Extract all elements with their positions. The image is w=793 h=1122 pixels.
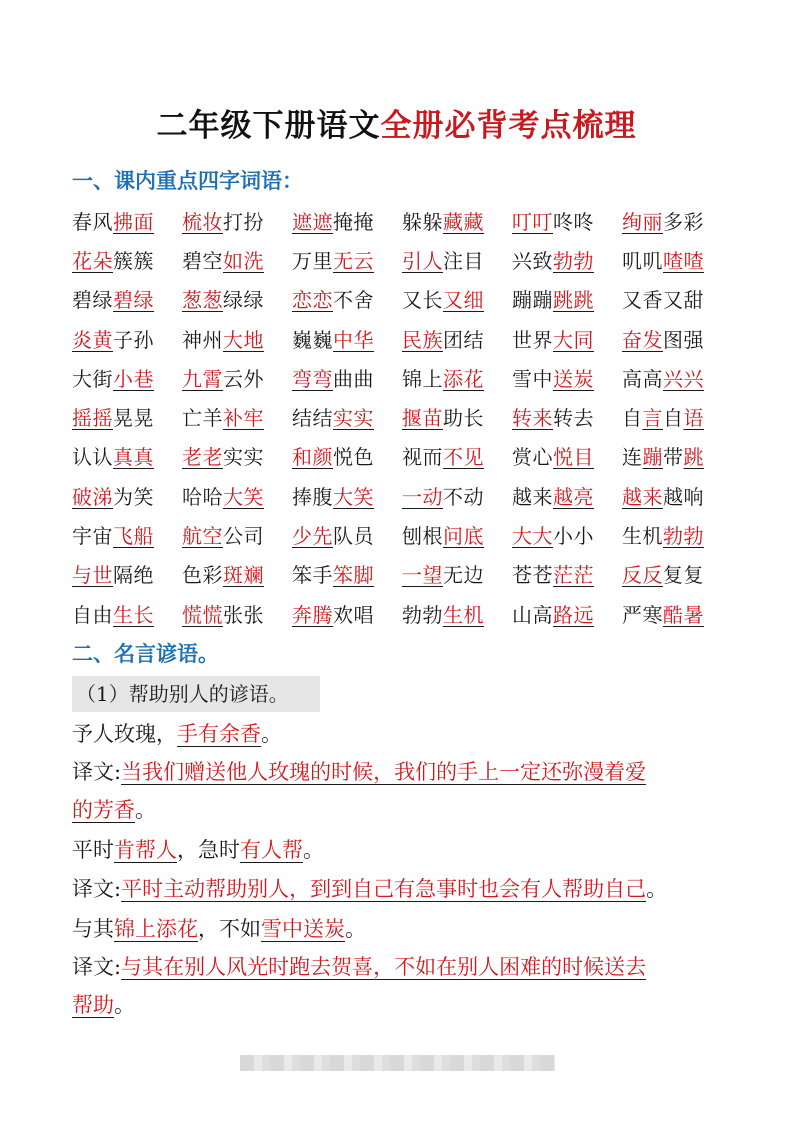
proverb-1-end: 。	[261, 722, 282, 746]
vocab-word	[72, 405, 182, 431]
vocab-word	[402, 366, 512, 392]
highlighted-segment: 送炭	[553, 366, 594, 391]
vocab-word	[402, 602, 512, 628]
vocab-word	[182, 248, 292, 274]
proverb-line-3	[72, 910, 744, 948]
vocab-word	[512, 523, 622, 549]
vocab-word	[182, 562, 292, 588]
plain-segment: 宇宙	[72, 524, 113, 549]
plain-segment: 悦色	[333, 445, 374, 470]
vocab-word	[72, 602, 182, 628]
highlighted-segment: 叮叮	[512, 209, 553, 234]
vocab-word	[402, 484, 512, 510]
plain-segment: 生机	[622, 524, 663, 549]
highlighted-segment: 航空	[182, 524, 223, 549]
plain-segment: 山高	[512, 602, 553, 627]
plain-segment: 严寒	[622, 602, 663, 627]
highlighted-segment: 转来	[512, 406, 553, 431]
vocab-word	[292, 287, 402, 313]
vocab-word	[182, 209, 292, 235]
plain-segment: 自	[622, 406, 643, 431]
plain-segment: 队员	[333, 524, 374, 549]
highlighted-segment: 大同	[553, 327, 594, 352]
highlighted-segment: 遮遮	[292, 209, 333, 234]
plain-segment: 团结	[443, 327, 484, 352]
plain-segment: 晃晃	[113, 406, 154, 431]
vocab-word	[512, 484, 622, 510]
highlighted-segment: 梳妆	[182, 209, 223, 234]
translation-3-end: 。	[114, 993, 135, 1017]
highlighted-segment: 勃勃	[663, 524, 704, 549]
plain-segment: 刨根	[402, 524, 443, 549]
vocab-word	[182, 602, 292, 628]
highlighted-segment: 大大	[512, 524, 553, 549]
highlighted-segment: 生长	[113, 602, 154, 627]
highlighted-segment: 炎黄	[72, 327, 113, 352]
highlighted-segment: 碧绿	[113, 288, 154, 313]
translation-2-text: 平时主动帮助别人，到到自己有急事时也会有人帮助自己	[121, 877, 647, 901]
plain-segment: 不舍	[333, 288, 374, 313]
vocab-word	[292, 602, 402, 628]
translation-3	[72, 948, 744, 1024]
highlighted-segment: 大地	[223, 327, 264, 352]
vocab-word	[512, 287, 622, 313]
proverb-2-a: 平时	[72, 838, 114, 862]
vocab-word	[622, 209, 732, 235]
translation-label: 译文:	[72, 955, 122, 979]
vocab-word	[72, 444, 182, 470]
highlighted-segment: 悦目	[553, 445, 594, 470]
plain-segment: 亡羊	[182, 406, 223, 431]
highlighted-segment: 问底	[443, 524, 484, 549]
plain-segment: 蹦蹦	[512, 288, 553, 313]
plain-segment: 神州	[182, 327, 223, 352]
vocab-word	[292, 523, 402, 549]
vocab-word	[182, 484, 292, 510]
highlighted-segment: 大笑	[333, 484, 374, 509]
vocab-word	[402, 248, 512, 274]
translation-2	[72, 870, 762, 908]
plain-segment: 碧绿	[72, 288, 113, 313]
section-heading-words: 一、课内重点四字词语：	[72, 169, 303, 193]
vocab-word	[512, 562, 622, 588]
vocab-word	[622, 405, 732, 431]
plain-segment: 掩掩	[333, 209, 374, 234]
highlighted-segment: 喳喳	[663, 248, 704, 273]
plain-segment: 多彩	[663, 209, 704, 234]
vocab-word	[72, 366, 182, 392]
highlighted-segment: 绚丽	[622, 209, 663, 234]
vocab-word	[512, 209, 622, 235]
highlighted-segment: 跳	[683, 445, 704, 470]
highlighted-segment: 补牢	[223, 406, 264, 431]
vocab-word	[292, 484, 402, 510]
vocab-word	[622, 444, 732, 470]
plain-segment: 苍苍	[512, 563, 553, 588]
plain-segment: 为笑	[113, 484, 154, 509]
plain-segment: 助长	[443, 406, 484, 431]
plain-segment: 自	[663, 406, 684, 431]
plain-segment: 转去	[553, 406, 594, 431]
vocab-word	[512, 366, 622, 392]
title-red-part: 全册必背考点梳理	[380, 108, 637, 144]
translation-3-line1: 与其在别人风光时跑去贺喜，不如在别人困难的时候送去	[121, 955, 647, 979]
vocab-word	[182, 405, 292, 431]
highlighted-segment: 破涕	[72, 484, 113, 509]
highlighted-segment: 大笑	[223, 484, 264, 509]
vocab-word	[72, 287, 182, 313]
proverb-1-key: 手有余香	[177, 722, 261, 746]
plain-segment: 小小	[553, 524, 594, 549]
highlighted-segment: 越亮	[553, 484, 594, 509]
proverb-3-a: 与其	[72, 917, 114, 941]
plain-segment: 世界	[512, 327, 553, 352]
plain-segment: 大街	[72, 366, 113, 391]
plain-segment: 无边	[443, 563, 484, 588]
vocab-word	[622, 287, 732, 313]
plain-segment: 连	[622, 445, 643, 470]
plain-segment: 不动	[443, 484, 484, 509]
highlighted-segment: 拂面	[113, 209, 154, 234]
highlighted-segment: 慌慌	[182, 602, 223, 627]
vocab-word	[402, 209, 512, 235]
highlighted-segment: 酷暑	[663, 602, 704, 627]
highlighted-segment: 引人	[402, 248, 443, 273]
plain-segment: 万里	[292, 248, 333, 273]
plain-segment: 捧腹	[292, 484, 333, 509]
highlighted-segment: 反反	[622, 563, 663, 588]
highlighted-segment: 民族	[402, 327, 443, 352]
vocab-word	[292, 562, 402, 588]
highlighted-segment: 路远	[553, 602, 594, 627]
translation-label: 译文:	[72, 760, 122, 784]
proverb-3-c: ，不如	[198, 917, 261, 941]
vocab-word	[622, 523, 732, 549]
highlighted-segment: 少先	[292, 524, 333, 549]
vocab-word	[292, 209, 402, 235]
highlighted-segment: 奔腾	[292, 602, 333, 627]
word-grid	[72, 202, 732, 634]
vocab-word	[622, 602, 732, 628]
highlighted-segment: 勃勃	[553, 248, 594, 273]
highlighted-segment: 茫茫	[553, 563, 594, 588]
plain-segment: 碧空	[182, 248, 223, 273]
vocab-word	[182, 523, 292, 549]
highlighted-segment: 真真	[113, 445, 154, 470]
vocab-word	[72, 562, 182, 588]
vocab-word	[292, 327, 402, 353]
vocab-word	[402, 523, 512, 549]
word-row	[72, 398, 732, 437]
vocab-word	[292, 444, 402, 470]
proverb-line-1	[72, 715, 744, 753]
vocab-word	[512, 602, 622, 628]
proverb-3-key1: 锦上添花	[114, 917, 198, 941]
vocab-word	[72, 248, 182, 274]
vocab-word	[182, 287, 292, 313]
plain-segment: 实实	[223, 445, 264, 470]
highlighted-segment: 中华	[333, 327, 374, 352]
translation-1-line2: 的芳香	[72, 798, 135, 822]
highlighted-segment: 不见	[443, 445, 484, 470]
plain-segment: 曲曲	[333, 366, 374, 391]
proverb-1-text: 予人玫瑰，	[72, 722, 177, 746]
vocab-word	[622, 366, 732, 392]
vocab-word	[512, 248, 622, 274]
highlighted-segment: 笨脚	[333, 563, 374, 588]
vocab-word	[512, 327, 622, 353]
vocab-word	[72, 484, 182, 510]
highlighted-segment: 恋恋	[292, 288, 333, 313]
plain-segment: 兴致	[512, 248, 553, 273]
vocab-word	[292, 248, 402, 274]
vocab-word	[622, 562, 732, 588]
plain-segment: 笨手	[292, 563, 333, 588]
vocab-word	[402, 327, 512, 353]
translation-3-line2: 帮助	[72, 993, 114, 1017]
highlighted-segment: 一望	[402, 563, 443, 588]
plain-segment: 打扮	[223, 209, 264, 234]
plain-segment: 图强	[663, 327, 704, 352]
plain-segment: 自由	[72, 602, 113, 627]
vocab-word	[292, 366, 402, 392]
highlighted-segment: 老老	[182, 445, 223, 470]
highlighted-segment: 藏藏	[443, 209, 484, 234]
plain-segment: 隔绝	[113, 563, 154, 588]
plain-segment: 色彩	[182, 563, 223, 588]
plain-segment: 高高	[622, 366, 663, 391]
translation-1	[72, 753, 744, 829]
word-row	[72, 359, 732, 398]
vocab-word	[72, 523, 182, 549]
plain-segment: 认认	[72, 445, 113, 470]
plain-segment: 又香又甜	[622, 288, 704, 313]
word-row	[72, 556, 732, 595]
proverb-2-key1: 肯帮人	[114, 838, 177, 862]
plain-segment: 云外	[223, 366, 264, 391]
proverb-line-2	[72, 831, 744, 869]
highlighted-segment: 小巷	[113, 366, 154, 391]
vocab-word	[72, 209, 182, 235]
proverb-2-c: ，急时	[177, 838, 240, 862]
plain-segment: 又长	[402, 288, 443, 313]
word-row	[72, 595, 732, 634]
plain-segment: 越来	[512, 484, 553, 509]
subheading-helping-proverbs: （1）帮助别人的谚语。	[72, 676, 320, 712]
word-row	[72, 281, 732, 320]
translation-1-end: 。	[135, 798, 156, 822]
plain-segment: 复复	[663, 563, 704, 588]
proverb-2-key2: 有人帮	[240, 838, 303, 862]
plain-segment: 赏心	[512, 445, 553, 470]
highlighted-segment: 揠苗	[402, 406, 443, 431]
plain-segment: 绿绿	[223, 288, 264, 313]
highlighted-segment: 蹦	[642, 445, 663, 470]
vocab-word	[402, 444, 512, 470]
plain-segment: 张张	[223, 602, 264, 627]
highlighted-segment: 葱葱	[182, 288, 223, 313]
vocab-word	[402, 405, 512, 431]
vocab-word	[182, 444, 292, 470]
translation-label: 译文:	[72, 877, 122, 901]
vocab-word	[622, 484, 732, 510]
highlighted-segment: 斑斓	[223, 563, 264, 588]
word-row	[72, 516, 732, 555]
vocab-word	[622, 248, 732, 274]
highlighted-segment: 无云	[333, 248, 374, 273]
vocab-word	[182, 327, 292, 353]
highlighted-segment: 弯弯	[292, 366, 333, 391]
vocab-word	[402, 287, 512, 313]
plain-segment: 结结	[292, 406, 333, 431]
vocab-word	[622, 327, 732, 353]
highlighted-segment: 跳跳	[553, 288, 594, 313]
plain-segment: 勃勃	[402, 602, 443, 627]
highlighted-segment: 言	[642, 406, 663, 431]
plain-segment: 视而	[402, 445, 443, 470]
vocab-word	[512, 444, 622, 470]
highlighted-segment: 添花	[443, 366, 484, 391]
plain-segment: 巍巍	[292, 327, 333, 352]
plain-segment: 簇簇	[113, 248, 154, 273]
title-black-part: 二年级下册语文	[156, 108, 381, 144]
highlighted-segment: 语	[683, 406, 704, 431]
plain-segment: 越响	[663, 484, 704, 509]
highlighted-segment: 越来	[622, 484, 663, 509]
proverb-3-key2: 雪中送炭	[261, 917, 345, 941]
word-row	[72, 241, 732, 280]
plain-segment: 春风	[72, 209, 113, 234]
word-row	[72, 320, 732, 359]
plain-segment: 叽叽	[622, 248, 663, 273]
plain-segment: 注目	[443, 248, 484, 273]
word-row	[72, 202, 732, 241]
plain-segment: 锦上	[402, 366, 443, 391]
plain-segment: 欢唱	[333, 602, 374, 627]
vocab-word	[72, 327, 182, 353]
highlighted-segment: 奋发	[622, 327, 663, 352]
word-row	[72, 477, 732, 516]
vocab-word	[402, 562, 512, 588]
proverb-2-end: 。	[303, 838, 324, 862]
highlighted-segment: 飞船	[113, 524, 154, 549]
page-title	[0, 104, 793, 148]
vocab-word	[182, 366, 292, 392]
word-row	[72, 438, 732, 477]
highlighted-segment: 与世	[72, 563, 113, 588]
highlighted-segment: 花朵	[72, 248, 113, 273]
proverb-3-end: 。	[345, 917, 366, 941]
highlighted-segment: 和颜	[292, 445, 333, 470]
plain-segment: 雪中	[512, 366, 553, 391]
highlighted-segment: 一动	[402, 484, 443, 509]
highlighted-segment: 又细	[443, 288, 484, 313]
highlighted-segment: 兴兴	[663, 366, 704, 391]
highlighted-segment: 生机	[443, 602, 484, 627]
blurred-watermark	[240, 1055, 555, 1071]
highlighted-segment: 实实	[333, 406, 374, 431]
section-heading-proverbs: 二、名言谚语。	[72, 642, 219, 666]
plain-segment: 公司	[223, 524, 264, 549]
plain-segment: 哈哈	[182, 484, 223, 509]
plain-segment: 子孙	[113, 327, 154, 352]
plain-segment: 咚咚	[553, 209, 594, 234]
plain-segment: 躲躲	[402, 209, 443, 234]
vocab-word	[512, 405, 622, 431]
highlighted-segment: 如洗	[223, 248, 264, 273]
translation-1-line1: 当我们赠送他人玫瑰的时候，我们的手上一定还弥漫着爱	[121, 760, 647, 784]
vocab-word	[292, 405, 402, 431]
translation-2-end: 。	[646, 877, 668, 901]
highlighted-segment: 摇摇	[72, 406, 113, 431]
plain-segment: 带	[663, 445, 684, 470]
highlighted-segment: 九霄	[182, 366, 223, 391]
